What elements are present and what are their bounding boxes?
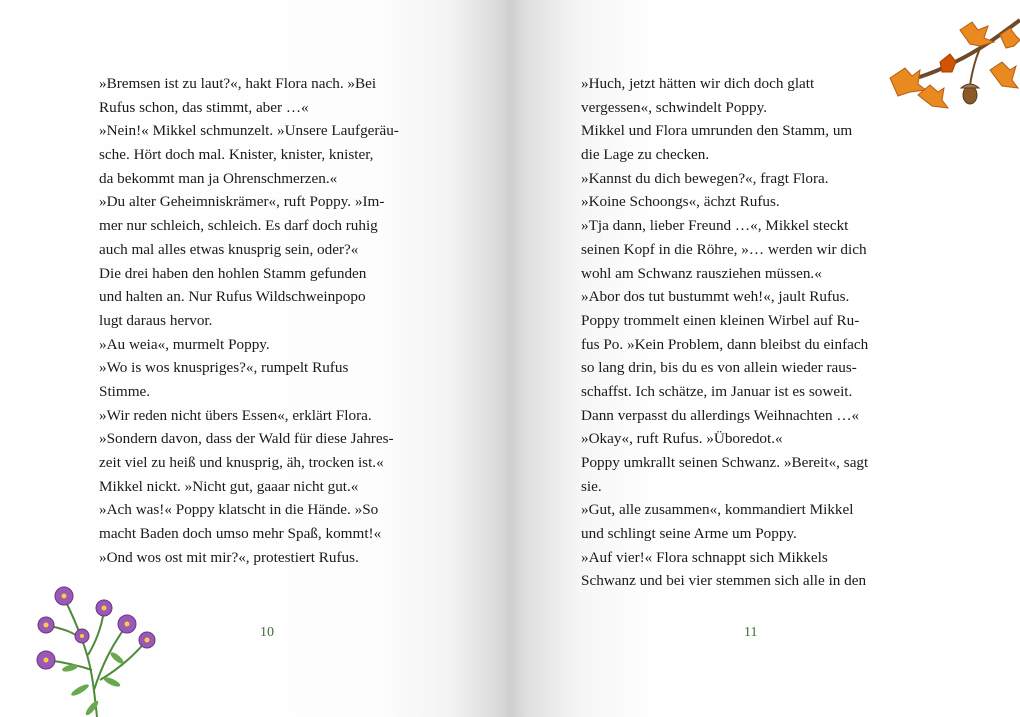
text-line: »Auf vier!« Flora schnappt sich Mikkels <box>581 548 828 566</box>
text-line: seinen Kopf in die Röhre, »… werden wir dich <box>581 240 867 258</box>
text-line: »Nein!« Mikkel schmunzelt. »Unsere Laufgeräu- <box>99 122 399 140</box>
autumn-leaves-acorn-icon <box>860 0 1020 115</box>
text-line: Dann verpasst du allerdings Weihnachten …« <box>581 406 860 424</box>
text-line: sche. Hört doch mal. Knister, knister, knister, <box>99 146 374 164</box>
text-line: auch mal alles etwas knusprig sein, oder?« <box>99 240 359 258</box>
text-line: »Kannst du dich bewegen?«, fragt Flora. <box>581 169 829 187</box>
right-page-text <box>581 72 926 593</box>
page-number-right: 11 <box>744 625 758 640</box>
text-line: Rufus schon, das stimmt, aber …« <box>99 98 309 116</box>
text-line: wohl am Schwanz rausziehen müssen.« <box>581 264 822 282</box>
text-line: »Tja dann, lieber Freund …«, Mikkel steckt <box>581 217 849 235</box>
text-line: »Ach was!« Poppy klatscht in die Hände. »So <box>99 501 379 519</box>
text-line: schaffst. Ich schätze, im Januar ist es soweit. <box>581 382 853 400</box>
text-line: »Wo is wos knuspriges?«, rumpelt Rufus <box>99 359 349 377</box>
text-line: »Du alter Geheimniskrämer«, ruft Poppy. »Im- <box>99 193 385 211</box>
text-line: Poppy umkrallt seinen Schwanz. »Bereit«, sagt <box>581 454 869 471</box>
page-number-left: 10 <box>260 625 274 640</box>
text-line: Mikkel und Flora umrunden den Stamm, um <box>581 122 853 140</box>
text-line: macht Baden doch umso mehr Spaß, kommt!« <box>99 525 382 543</box>
text-line: und schlingt seine Arme um Poppy. <box>581 525 797 543</box>
text-line: »Sondern davon, dass der Wald für diese Jahres- <box>99 430 394 448</box>
left-page-text <box>99 72 444 569</box>
text-line: »Bremsen ist zu laut?«, hakt Flora nach. »Bei <box>99 75 377 92</box>
text-line: da bekommt man ja Ohrenschmerzen.« <box>99 169 338 187</box>
text-line: Die drei haben den hohlen Stamm gefunden <box>99 264 367 282</box>
text-line: Schwanz und bei vier stemmen sich alle in den <box>581 572 867 590</box>
text-line: lugt daraus hervor. <box>99 311 213 329</box>
text-line: vergessen«, schwindelt Poppy. <box>581 98 768 116</box>
text-line: fus Po. »Kein Problem, dann bleibst du einfach <box>581 335 869 353</box>
text-line: mer nur schleich, schleich. Es darf doch ruhig <box>99 217 378 235</box>
text-line: »Huch, jetzt hätten wir dich doch glatt <box>581 75 815 92</box>
text-line: und halten an. Nur Rufus Wildschweinpopo <box>99 288 366 306</box>
text-line: »Abor dos tut bustummt weh!«, jault Rufus. <box>581 288 850 306</box>
text-line: »Au weia«, murmelt Poppy. <box>99 335 270 353</box>
text-line: »Ond wos ost mit mir?«, protestiert Rufus. <box>99 548 359 566</box>
text-line: die Lage zu checken. <box>581 146 710 164</box>
text-line: Stimme. <box>99 382 151 400</box>
text-line: »Wir reden nicht übers Essen«, erklärt Flora. <box>99 406 372 424</box>
text-line: Poppy trommelt einen kleinen Wirbel auf Ru- <box>581 311 860 329</box>
text-line: sie. <box>581 477 602 495</box>
text-line: Mikkel nickt. »Nicht gut, gaaar nicht gut.« <box>99 477 359 495</box>
text-line: »Gut, alle zusammen«, kommandiert Mikkel <box>581 501 854 519</box>
text-line: zeit viel zu heiß und knusprig, äh, trocken ist.« <box>99 454 384 471</box>
text-line: »Koine Schoongs«, ächzt Rufus. <box>581 193 780 211</box>
purple-flower-icon <box>22 570 172 717</box>
text-line: »Okay«, ruft Rufus. »Üboredot.« <box>581 430 783 448</box>
text-line: so lang drin, bis du es von allein wieder raus- <box>581 359 857 377</box>
